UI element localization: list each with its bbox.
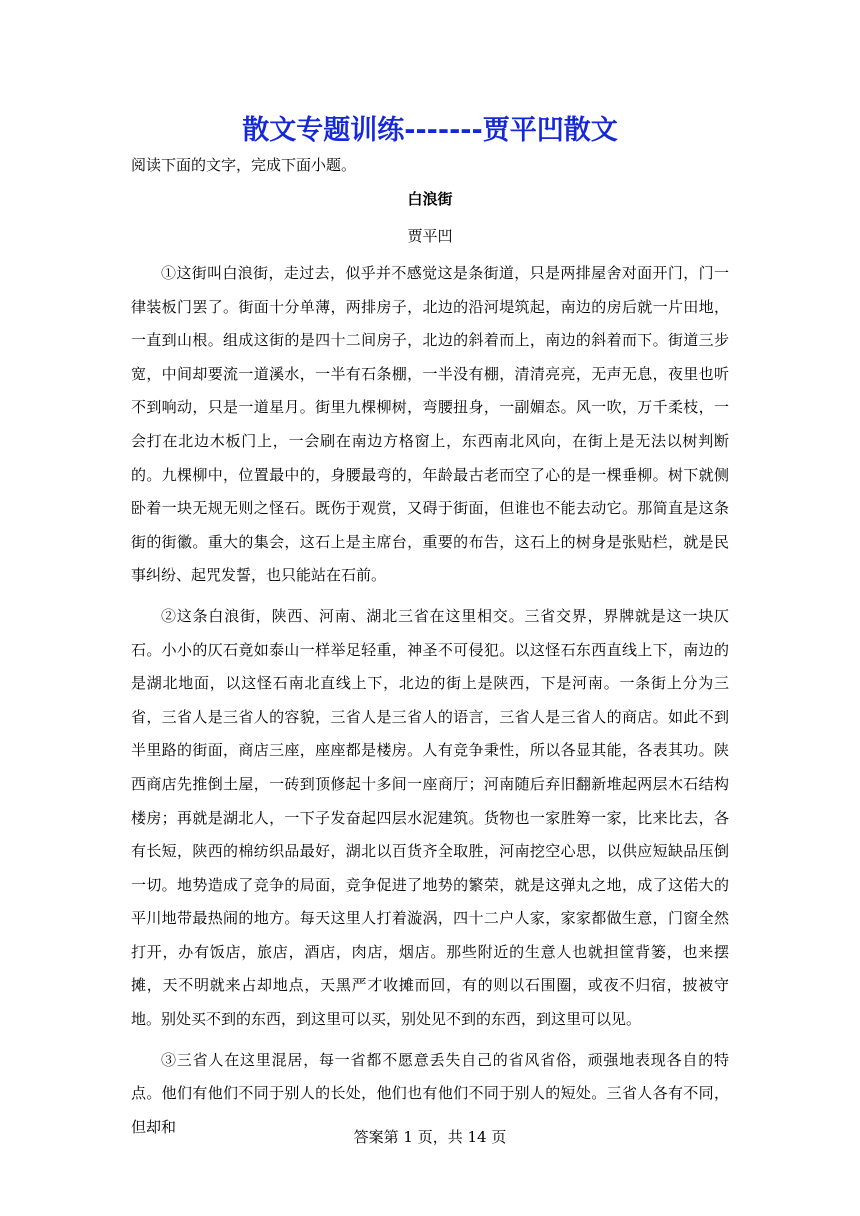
paragraph-3: ③三省人在这里混居，每一省都不愿意丢失自己的省风省俗，顽强地表现各自的特点。他们有他们不同于别人的长处，他们也有他们不同于别人的短处。三省人各有不同，但却和 <box>131 1050 729 1136</box>
paragraph-1: ①这街叫白浪街，走过去，似乎并不感觉这是条街道，只是两排屋舍对面开门，门一律装板门罢了。街面十分单薄，两排房子，北边的沿河堤筑起，南边的房后就一片田地，一直到山根。组成这街的是四十二间房子，北边的斜着而上，南边的斜着而下。街道三步宽，中间却要流一道溪水，一半有石条棚，一半没有棚，清清亮亮，无声无息，夜里也听不到响动，只是一道星月。街里九棵柳树，弯腰扭身，一副媚态。风一吹，万千柔枝，一会打在北边木板门上，一会刷在南边方格窗上，东西南北风向，在街上是无法以树判断的。九棵柳中，位置最中的，身腰最弯的，年龄最古老而空了心的是一棵垂柳。树下就侧卧着一块无规无则之怪石。既伤于观赏，又碍于街面，但谁也不能去动它。那简直是这条街的街徽。重大的集会，这石上是主席台，重要的布告，这石上的树身是张贴栏，就是民事纠纷、起咒发誓，也只能站在石前。 <box>131 264 729 585</box>
page-footer: 答案第 1 页，共 14 页 <box>353 1128 507 1146</box>
paragraph-2: ②这条白浪街，陕西、河南、湖北三省在这里相交。三省交界，界牌就是这一块仄石。小小的仄石竟如泰山一样举足轻重，神圣不可侵犯。以这怪石东西直线上下，南边的是湖北地面，以这怪石南北直线上下，北边的街上是陕西，下是河南。一条街上分为三省，三省人是三省人的容貌，三省人是三省人的语言，三省人是三省人的商店。如此不到半里路的街面，商店三座，座座都是楼房。人有竞争秉性，所以各显其能，各表其功。陕西商店先推倒土屋，一砖到顶修起十多间一座商厅；河南随后弃旧翻新堆起两层木石结构楼房；再就是湖北人，一下子发奋起四层水泥建筑。货物也一家胜筹一家，比来比去，各有长短，陕西的棉纺织品最好，湖北以百货齐全取胜，河南挖空心思，以供应短缺品压倒一切。地势造成了竞争的局面，竞争促进了地势的繁荣，就是这弹丸之地，成了这偌大的平川地带最热闹的地方。每天这里人打着漩涡，四十二户人家，家家都做生意，门窗全然打开，办有饭店，旅店，酒店，肉店，烟店。那些附近的生意人也就担筐背篓，也来摆摊，天不明就来占却地点，天黑严才收摊而回，有的则以石围圈，或夜不归宿，披被守地。别处买不到的东西，到这里可以买，别处见不到的东西，到这里可以见。 <box>131 606 729 1029</box>
document-title: 散文专题训练-------贾平凹散文 <box>242 115 618 146</box>
article-title: 白浪街 <box>407 190 453 208</box>
article-author: 贾平凹 <box>407 227 453 245</box>
instruction-text: 阅读下面的文字，完成下面小题。 <box>131 156 357 174</box>
article-body <box>131 257 729 1151</box>
